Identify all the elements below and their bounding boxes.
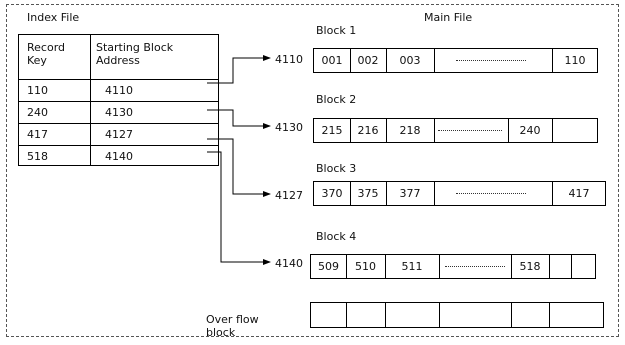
block-address-label: 4140: [275, 257, 303, 270]
header-record-key: Record Key: [27, 41, 66, 67]
arrow-to-block-4: [207, 152, 270, 262]
record-cell: 216: [357, 124, 379, 137]
arrow-to-block-1: [207, 58, 270, 83]
block-address: 4110: [105, 84, 133, 97]
record-cell: 377: [399, 187, 421, 200]
record-cell: 001: [321, 54, 343, 67]
block-label: Block 1: [316, 24, 357, 37]
record-cell: 511: [401, 260, 423, 273]
header-starting-block-address: Starting Block Address: [96, 41, 174, 67]
record-cell: 215: [321, 124, 343, 137]
arrow-to-block-3: [207, 139, 270, 194]
block-label: Block 3: [316, 162, 357, 175]
main-file-title: Main File: [424, 11, 473, 24]
record-key: 417: [27, 128, 48, 141]
record-cell: 110: [564, 54, 586, 67]
block-address-label: 4130: [275, 121, 303, 134]
record-cell: 417: [568, 187, 590, 200]
record-cell: 002: [357, 54, 379, 67]
overflow-block-label: Over flow block: [206, 313, 259, 339]
block-address: 4130: [105, 106, 133, 119]
block-address: 4127: [105, 128, 133, 141]
record-cell: 375: [357, 187, 379, 200]
record-key: 240: [27, 106, 48, 119]
record-cell: 518: [519, 260, 541, 273]
record-cell: 510: [355, 260, 376, 273]
record-cell: 003: [399, 54, 421, 67]
record-cell: 240: [519, 124, 541, 137]
block-label: Block 4: [316, 230, 357, 243]
block-address-label: 4127: [275, 189, 303, 202]
arrow-to-block-2: [207, 110, 270, 126]
record-cell: 218: [399, 124, 421, 137]
record-cell: 509: [318, 260, 339, 273]
record-key: 110: [27, 84, 48, 97]
block-address-label: 4110: [275, 53, 303, 66]
block-address: 4140: [105, 150, 133, 163]
index-file-title: Index File: [27, 11, 80, 24]
block-label: Block 2: [316, 93, 357, 106]
record-key: 518: [27, 150, 48, 163]
record-cell: 370: [321, 187, 343, 200]
